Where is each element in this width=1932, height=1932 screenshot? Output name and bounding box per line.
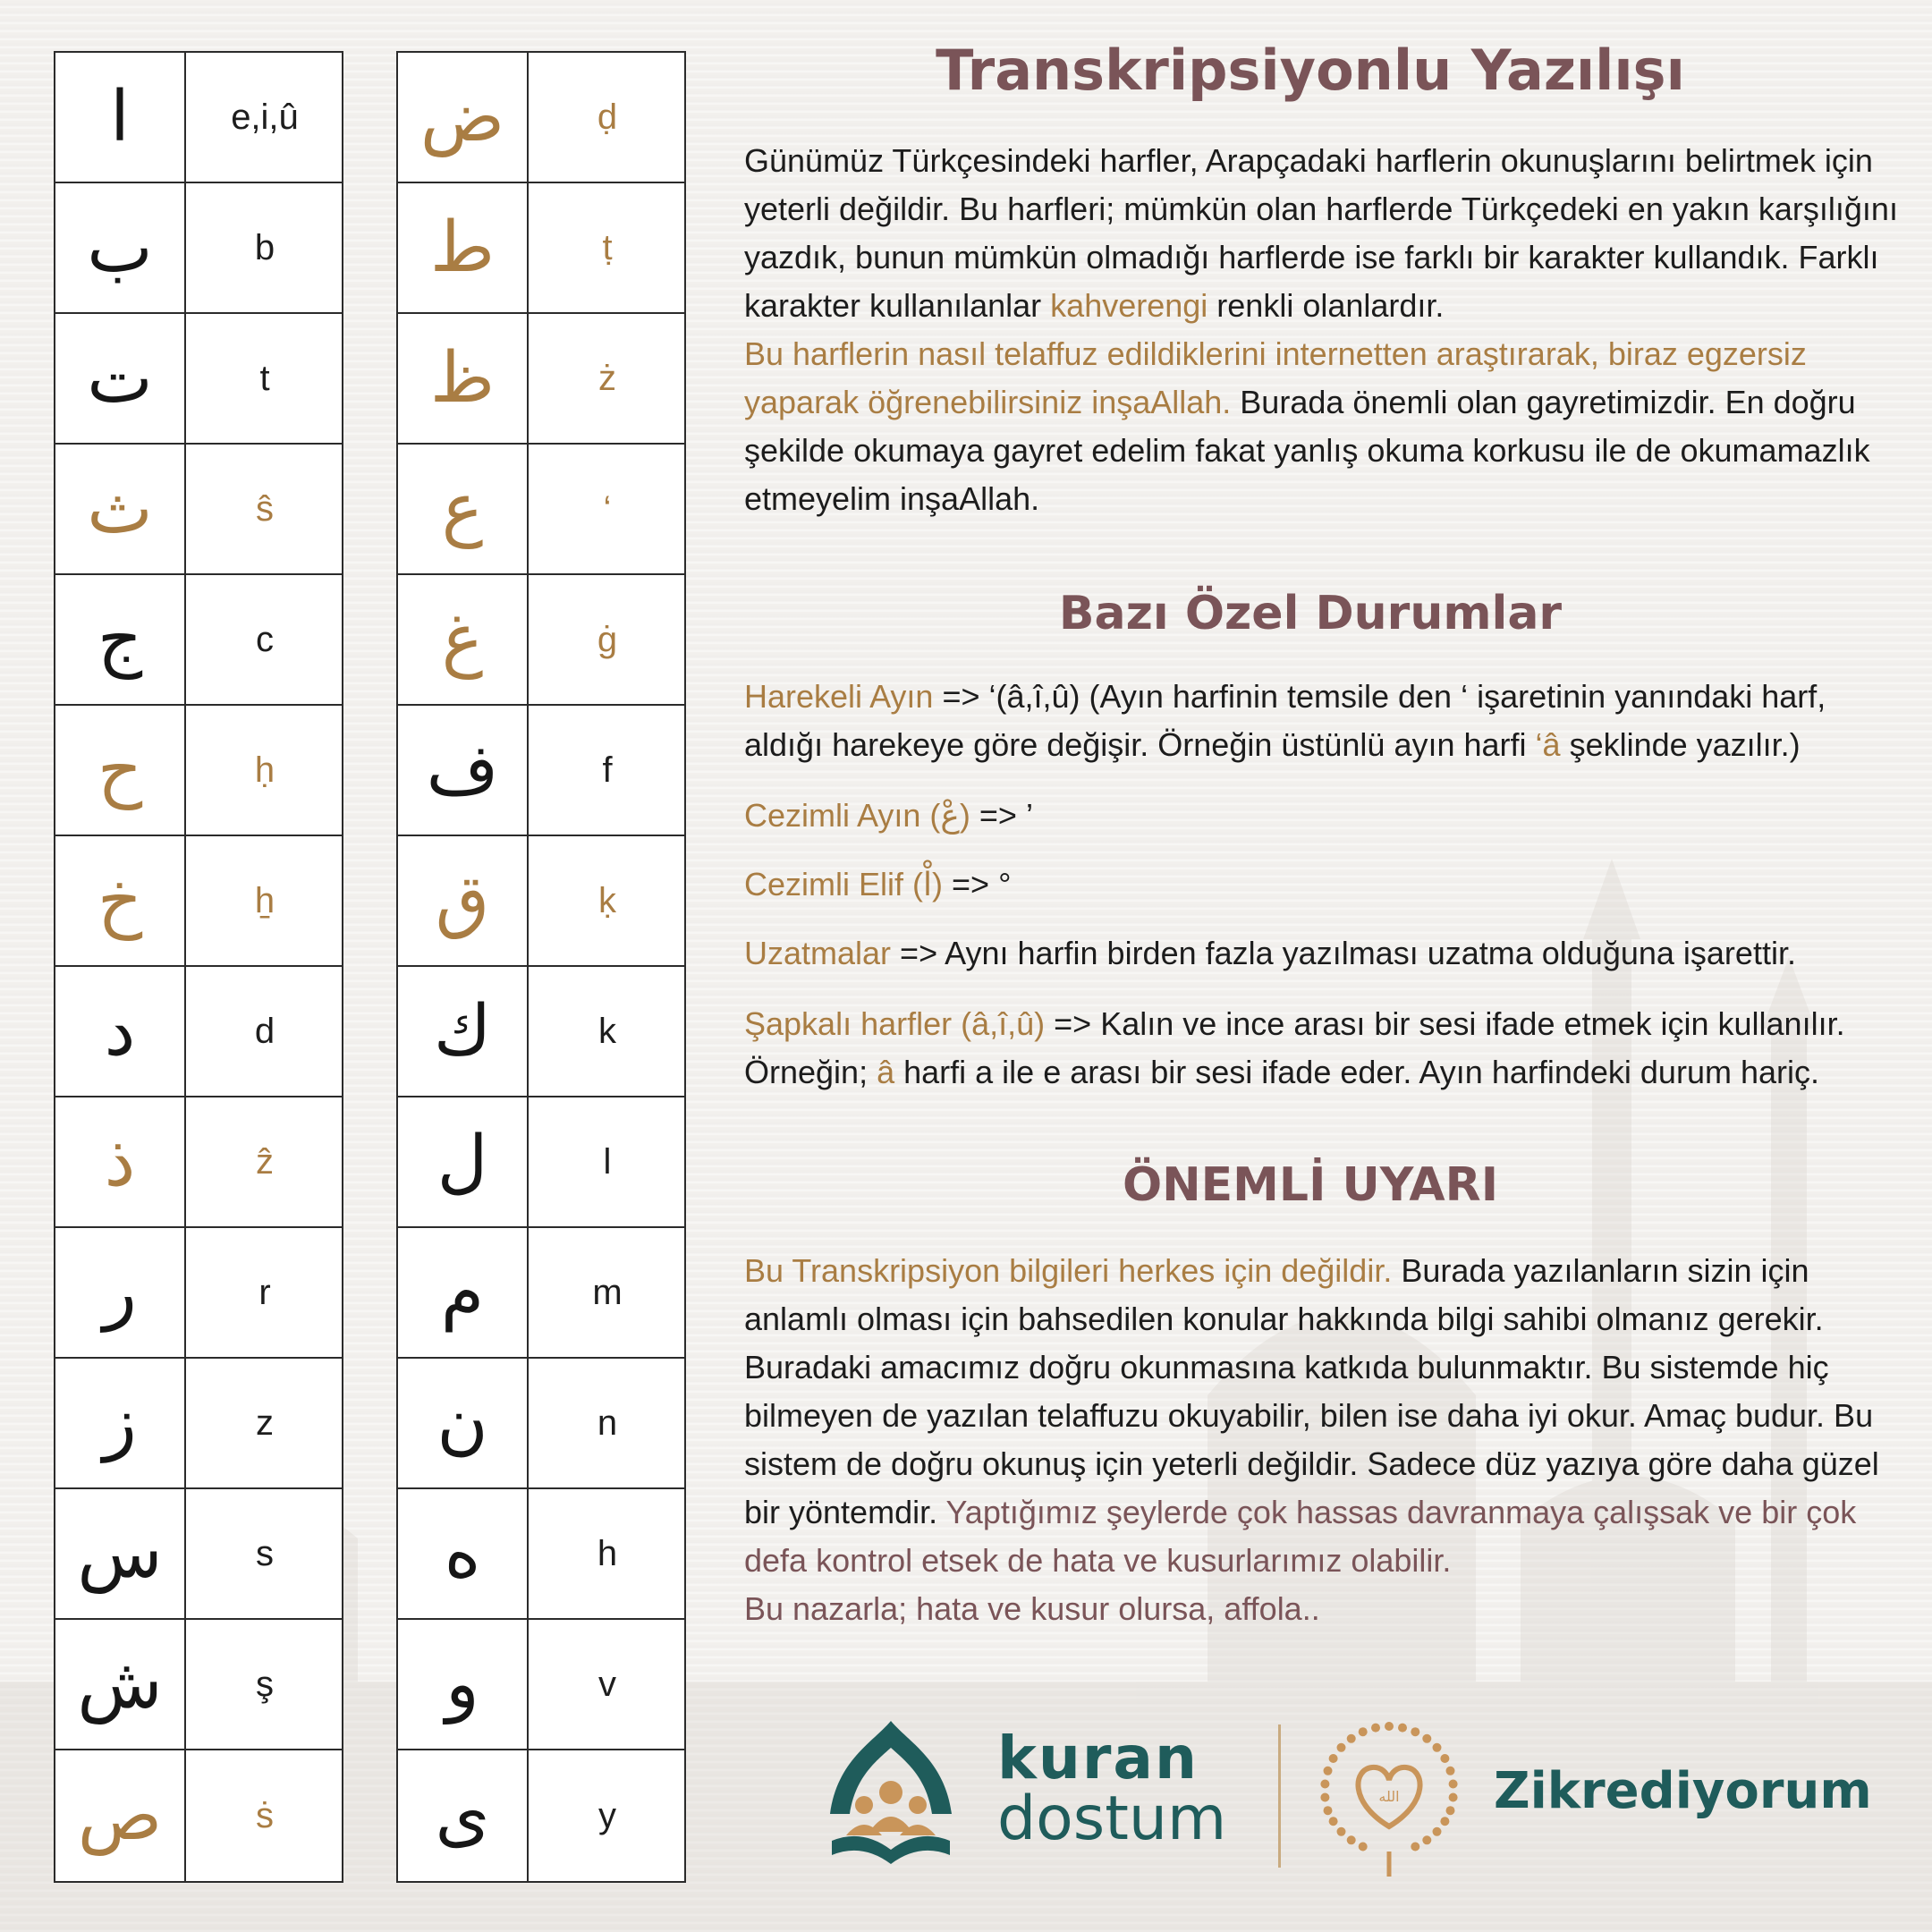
rule-harekeli-ayin: [744, 673, 1898, 769]
rule-text: => °: [943, 866, 1012, 902]
highlight-advice: Bu harflerin nasıl telaffuz edildiklerini internetten araştırarak, biraz egzersiz yaparak öğrenebilirsiniz inşaAllah.: [744, 335, 1807, 420]
latin-transcription: h: [529, 1489, 686, 1620]
intro-text-3: Burada önemli olan gayretimizdir. En doğru şekilde okumaya gayret edelim fakat yanlış okuma korkusu ile de okumamazlık etmeyelim inşaAllah.: [744, 384, 1870, 517]
svg-text:الله: الله: [1378, 1788, 1400, 1805]
intro-paragraph: [744, 137, 1898, 523]
latin-transcription: ḥ: [186, 706, 343, 836]
latin-transcription: l: [529, 1097, 686, 1228]
rule-example: â: [877, 1054, 895, 1090]
warning-disclaimer: Yaptığımız şeylerde çok hassas davranmaya çalışsak ve bir çok defa kontrol etsek de hata ve kusurlarımız olabilir.: [744, 1494, 1857, 1579]
rule-text-end: şeklinde yazılır.): [1560, 726, 1801, 763]
latin-transcription: c: [186, 575, 343, 706]
arabic-letter: ظ: [398, 314, 529, 445]
arabic-letter: ش: [55, 1620, 186, 1750]
arabic-letter: ل: [398, 1097, 529, 1228]
arabic-letter: ص: [55, 1750, 186, 1881]
arabic-letter: ث: [55, 445, 186, 575]
latin-transcription: d: [186, 967, 343, 1097]
latin-transcription: s: [186, 1489, 343, 1620]
warning-paragraph: [744, 1247, 1898, 1633]
arabic-letter: د: [55, 967, 186, 1097]
latin-transcription: t: [186, 314, 343, 445]
rule-example: ‘â: [1535, 726, 1561, 763]
arabic-letter: ذ: [55, 1097, 186, 1228]
highlight-kahverengi: kahverengi: [1050, 287, 1208, 324]
intro-text-2: renkli olanlardır.: [1208, 287, 1445, 324]
arabic-letter: ف: [398, 706, 529, 836]
arabic-letter: م: [398, 1228, 529, 1359]
latin-transcription: e,i,û: [186, 53, 343, 183]
latin-transcription: ‘: [529, 445, 686, 575]
intro-text: Günümüz Türkçesindeki harfler, Arapçadaki harflerin okunuşlarını belirtmek için yeterli değildir. Bu harfleri; mümkün olan harflerde Türkçedeki en yakın karşılığını yazdık, bunun mümkün olmadığı harflerde ise farklı bir karakter kullandık. Farklı karakter kullanılanlar: [744, 142, 1898, 324]
rule-term: Cezimli Elif (اْ): [744, 866, 944, 902]
special-cases-title: Bazı Özel Durumlar: [1058, 587, 1563, 640]
rule-term: Harekeli Ayın: [744, 678, 934, 715]
rule-uzatmalar: [744, 929, 1898, 978]
arabic-letter: ا: [55, 53, 186, 183]
latin-transcription: b: [186, 183, 343, 314]
latin-transcription: y: [598, 1795, 616, 1835]
rule-text: => Aynı harfin birden fazla yazılması uzatma olduğuna işarettir.: [891, 935, 1796, 971]
arabic-letter: ن: [398, 1359, 529, 1489]
kuran-dostum-logo-icon: [819, 1716, 962, 1868]
letter-table-right: [396, 51, 686, 1883]
latin-transcription: k: [529, 967, 686, 1097]
latin-transcription: ẑ: [186, 1097, 343, 1228]
rule-text-end: harfi a ile e arası bir sesi ifade eder. Ayın harfindeki durum hariç.: [894, 1054, 1819, 1090]
latin-transcription: ŝ: [186, 445, 343, 575]
latin-transcription: ẖ: [186, 836, 343, 967]
rule-sapkali-harfler: [744, 1000, 1898, 1097]
latin-transcription: ş: [186, 1620, 343, 1750]
latin-transcription: ġ: [529, 575, 686, 706]
brand-dostum: dostum: [997, 1784, 1227, 1854]
rule-cezimli-ayin: [744, 792, 1898, 840]
arabic-letter: ت: [55, 314, 186, 445]
arabic-letter: ع: [398, 445, 529, 575]
latin-transcription: r: [186, 1228, 343, 1359]
brand-zikrediyorum: Zikrediyorum: [1494, 1762, 1872, 1820]
arabic-letter: ك: [398, 967, 529, 1097]
arabic-letter: ب: [55, 183, 186, 314]
rule-text: => ‘(â,î,û) (Ayın harfinin temsile den ‘ işaretinin yanındaki harf, aldığı harekeye göre değişir. Örneğin üstünlü ayın harfi: [744, 678, 1826, 763]
latin-transcription: m: [529, 1228, 686, 1359]
arabic-letter: ر: [55, 1228, 186, 1359]
arabic-letter: ى: [398, 1750, 529, 1881]
warning-highlight: Bu Transkripsiyon bilgileri herkes için değildir.: [744, 1252, 1393, 1289]
rule-text: => ’: [970, 797, 1033, 834]
rule-term: Şapkalı harfler (â,î,û): [744, 1005, 1046, 1042]
brand-kuran: kuran: [997, 1724, 1199, 1792]
warning-title: ÖNEMLİ UYARI: [1122, 1158, 1499, 1212]
arabic-letter: ه: [398, 1489, 529, 1620]
latin-transcription: n: [529, 1359, 686, 1489]
zikrediyorum-heart-logo-icon: [1313, 1717, 1465, 1880]
latin-transcription: ż: [529, 314, 686, 445]
warning-closing: Bu nazarla; hata ve kusur olursa, affola..: [744, 1590, 1320, 1627]
arabic-letter: غ: [398, 575, 529, 706]
arabic-letter: س: [55, 1489, 186, 1620]
arabic-letter: ط: [398, 183, 529, 314]
arabic-letter: ج: [55, 575, 186, 706]
arabic-letter: ض: [398, 53, 529, 183]
letter-table-left: [54, 51, 343, 1883]
warning-text: Burada yazılanların sizin için anlamlı olması için bahsedilen konular hakkında bilgi sahibi olmanız gerekir. Buradaki amacımız doğru okunmasına katkıda bulunmaktır. Bu sistemde hiç bilmeyen de yazılan telaffuzu okuyabilir, bilen ise daha iyi okur. Amaç budur. Bu sistem de doğru okunuş için yeterli değildir. Sadece düz yazıya göre daha güzel bir yöntemdir.: [744, 1252, 1879, 1530]
arabic-letter: و: [398, 1620, 529, 1750]
arabic-letter: ق: [398, 836, 529, 967]
rule-term: Uzatmalar: [744, 935, 892, 971]
rule-cezimli-elif: [744, 860, 1898, 909]
rule-text: => Kalın ve ince arası bir sesi ifade etmek için kullanılır. Örneğin;: [744, 1005, 1845, 1090]
latin-transcription: ṡ: [256, 1795, 274, 1835]
latin-transcription: z: [186, 1359, 343, 1489]
main-title: Transkripsiyonlu Yazılışı: [936, 38, 1685, 103]
latin-transcription: f: [529, 706, 686, 836]
latin-transcription: ṭ: [529, 183, 686, 314]
arabic-letter: خ: [55, 836, 186, 967]
rule-term: Cezimli Ayın (عْ): [744, 797, 970, 834]
latin-transcription: v: [529, 1620, 686, 1750]
arabic-letter: ح: [55, 706, 186, 836]
footer-divider: [1278, 1724, 1281, 1868]
latin-transcription: ḳ: [529, 836, 686, 967]
arabic-letter: ز: [55, 1359, 186, 1489]
latin-transcription: ḍ: [529, 53, 686, 183]
